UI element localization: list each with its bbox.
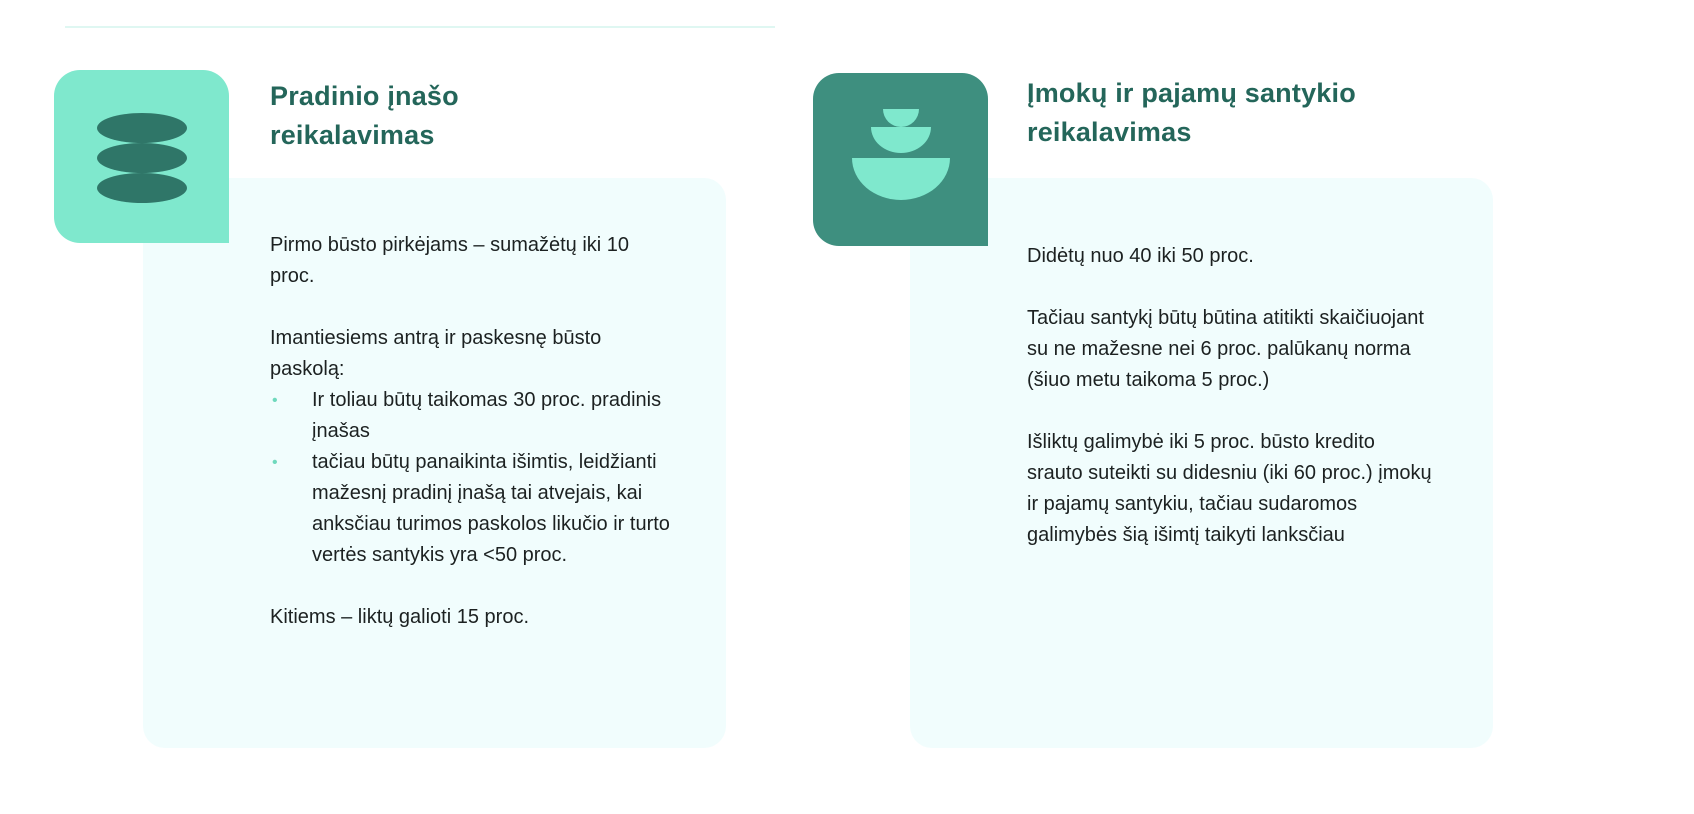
down-payment-body — [270, 230, 675, 633]
debt-to-income-icon-tile — [813, 73, 988, 246]
title-line: Pradinio įnašo — [270, 81, 459, 111]
title-line: reikalavimas — [270, 120, 435, 150]
stacked-discs-icon — [54, 70, 229, 243]
title-line: Įmokų ir pajamų santykio — [1027, 78, 1356, 108]
paragraph: Pirmo būsto pirkėjams – sumažėtų iki 10 proc. — [270, 234, 630, 287]
stacked-bowls-icon — [813, 73, 988, 246]
paragraph: Didėtų nuo 40 iki 50 proc. — [1027, 245, 1254, 267]
title-line: reikalavimas — [1027, 117, 1192, 147]
top-divider — [65, 26, 775, 28]
paragraph: Išliktų galimybė iki 5 proc. būsto kredito srauto suteikti su didesniu (iki 60 proc.) įmokų ir pajamų santykiu, tačiau sudaromos galimybės šią išimtį taikyti lanksčiau — [1027, 431, 1432, 546]
down-payment-title — [270, 77, 459, 155]
paragraph: Tačiau santykį būtų būtina atitikti skaičiuojant su ne mažesne nei 6 proc. palūkanų norma (šiuo metu taikoma 5 proc.) — [1027, 307, 1424, 391]
bullet-item: • tačiau būtų panaikinta išimtis, leidžianti mažesnį pradinį įnašą tai atvejais, kai anksčiau turimos paskolos likučio ir turto vertės santykis yra <50 proc. — [270, 447, 675, 571]
paragraph: Imantiesiems antrą ir paskesnę būsto paskolą: — [270, 327, 602, 380]
debt-to-income-body — [1027, 241, 1432, 551]
bullet-list — [270, 385, 675, 571]
bullet-item: • Ir toliau būtų taikomas 30 proc. pradinis įnašas — [270, 385, 675, 447]
down-payment-icon-tile — [54, 70, 229, 243]
paragraph: Kitiems – liktų galioti 15 proc. — [270, 606, 530, 628]
debt-to-income-title — [1027, 74, 1356, 152]
